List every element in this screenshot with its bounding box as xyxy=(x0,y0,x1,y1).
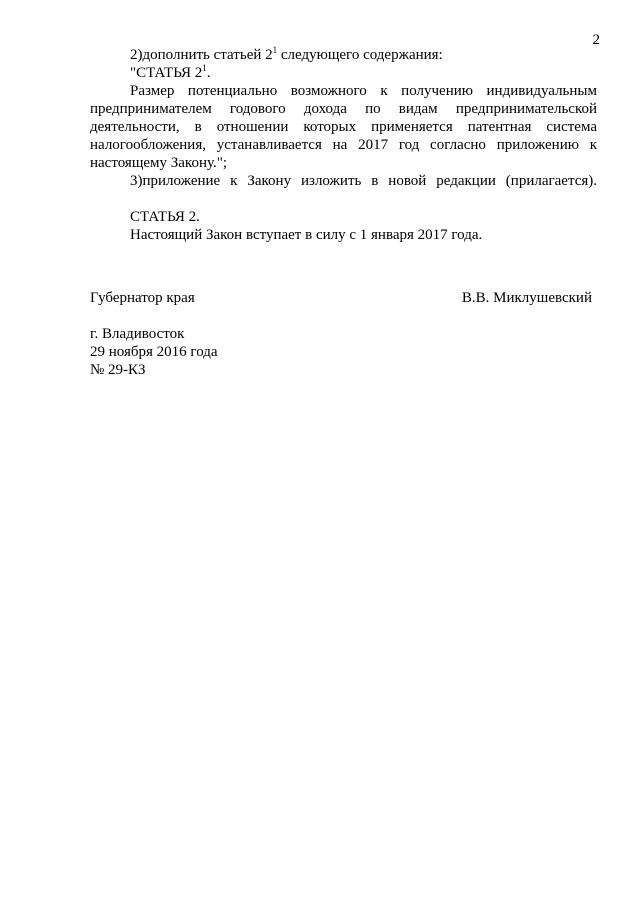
amendment-item-2 xyxy=(90,46,597,64)
page-number: 2 xyxy=(592,32,600,48)
footer-law-number: № 29-КЗ xyxy=(90,362,146,378)
article-2-title: СТАТЬЯ 2. xyxy=(130,209,200,225)
new-article-title xyxy=(90,64,597,82)
amendment-item-2-text: 2)дополнить статьей 2 xyxy=(130,47,273,63)
article-2-text: Настоящий Закон вступает в силу с 1 января 2017 года. xyxy=(130,227,483,243)
new-article-title-tail: . xyxy=(206,65,211,81)
signature-block xyxy=(90,289,592,307)
new-article-title-superscript: 1 xyxy=(202,63,207,73)
document-body xyxy=(90,46,597,244)
amendment-item-2-tail: следующего содержания: xyxy=(277,47,443,63)
amendment-item-3: 3)приложение к Закону изложить в новой редакции (прилагается). xyxy=(130,173,597,189)
new-article-title-text: "СТАТЬЯ 2 xyxy=(130,65,203,81)
signatory-name: В.В. Миклушевский xyxy=(461,290,592,306)
footer-date: 29 ноября 2016 года xyxy=(90,344,218,360)
new-article-body: Размер потенциально возможного к получению индивидуальным предпринимателем годового дохода по видам предпринимательской деятельности, в отношении которых применяется патентная система налогообложения, устанавливается на 2017 год согласно приложению к настоящему Закону."; xyxy=(90,83,597,171)
footer-city: г. Владивосток xyxy=(90,326,185,342)
document-footer xyxy=(90,325,218,379)
amendment-item-2-superscript: 1 xyxy=(272,45,278,55)
signatory-position: Губернатор края xyxy=(90,290,195,306)
